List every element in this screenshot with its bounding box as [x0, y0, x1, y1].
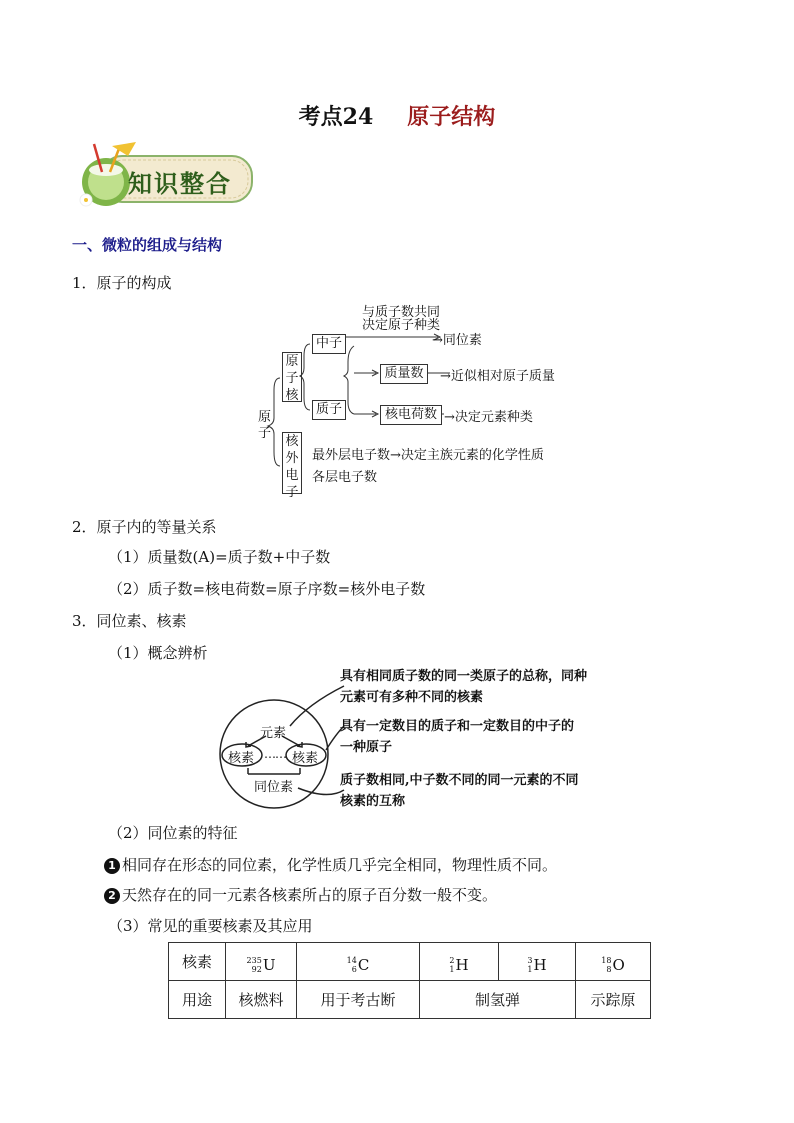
item3-sub1: （1）概念辨析	[108, 644, 208, 662]
neutron-note-1: 与质子数共同	[362, 305, 441, 320]
ann-element-1: 具有相同质子数的同一类原子的总称，同种	[340, 669, 588, 684]
ann-isotope-1: 质子数相同,中子数不同的同一元素的不同	[340, 773, 579, 788]
outer-electrons-text: 最外层电子数→决定主族元素的化学性质	[312, 448, 544, 463]
mass-result: →近似相对原子质量	[440, 369, 555, 384]
table-cell: 3 1 H	[499, 943, 576, 981]
nuclear-charge-box: 核电荷数	[380, 405, 442, 425]
ann-nuclide-2: 一种原子	[340, 740, 393, 755]
table-cell: 核燃料	[226, 981, 297, 1019]
feature-1: 1 相同存在形态的同位素，化学性质几乎完全相同，物理性质不同。	[104, 854, 557, 875]
table-cell: 核素	[169, 943, 226, 981]
charge-result: →决定元素种类	[444, 410, 533, 425]
table-row	[169, 981, 651, 1019]
proton-box: 质子	[312, 400, 346, 420]
table-cell: 用于考古断	[297, 981, 420, 1019]
layer-electrons-text: 各层电子数	[312, 470, 378, 485]
table-cell: 14 6 C	[297, 943, 420, 981]
table-row	[169, 943, 651, 981]
ann-element-2: 元素可有多种不同的核素	[340, 690, 484, 705]
item2-line1: （1）质量数(A)=质子数+中子数	[108, 548, 331, 566]
title-name: 原子结构	[407, 104, 496, 130]
item3-heading: 3．同位素、核素	[72, 612, 187, 630]
table-cell: 2 1 H	[420, 943, 499, 981]
page-title	[0, 100, 794, 131]
item2-heading: 2．原子内的等量关系	[72, 518, 217, 536]
atom-label: 原子	[258, 410, 272, 441]
isotope-label: 同位素	[254, 780, 294, 795]
item3-sub3: （3）常见的重要核素及其应用	[108, 917, 313, 935]
table-cell: 235 92 U	[226, 943, 297, 981]
knowledge-badge	[72, 140, 254, 212]
nuclide-right: 核素	[292, 751, 319, 766]
nuclide-table	[168, 942, 651, 1019]
nuclide-dots: ……	[264, 747, 286, 761]
table-cell: 制氢弹	[420, 981, 576, 1019]
circled-number-2: 2	[104, 888, 120, 904]
electron-shell-box: 核外电子	[282, 432, 302, 494]
isotope-result: →同位素	[432, 333, 482, 348]
atom-composition-diagram	[250, 300, 580, 500]
nucleus-box: 原子核	[282, 352, 302, 402]
item2-line2: （2）质子数=核电荷数=原子序数=核外电子数	[108, 580, 426, 598]
table-cell: 18 8 O	[576, 943, 651, 981]
concept-diagram	[218, 664, 608, 814]
badge-text: 知识整合	[128, 170, 232, 198]
title-number: 考点24	[298, 104, 374, 130]
item1-heading: 1．原子的构成	[72, 274, 172, 292]
nuclide-left: 核素	[228, 751, 255, 766]
neutron-note-2: 决定原子种类	[362, 318, 441, 333]
table-cell: 用途	[169, 981, 226, 1019]
mass-number-box: 质量数	[380, 364, 428, 384]
element-label: 元素	[260, 726, 287, 741]
ann-nuclide-1: 具有一定数目的质子和一定数目的中子的	[340, 719, 575, 734]
section-heading: 一、微粒的组成与结构	[72, 236, 223, 254]
circled-number-1: 1	[104, 858, 120, 874]
neutron-box: 中子	[312, 334, 346, 354]
item3-sub2: （2）同位素的特征	[108, 824, 238, 842]
table-cell: 示踪原	[576, 981, 651, 1019]
ann-isotope-2: 核素的互称	[340, 794, 406, 809]
feature-2: 2 天然存在的同一元素各核素所占的原子百分数一般不变。	[104, 884, 497, 905]
